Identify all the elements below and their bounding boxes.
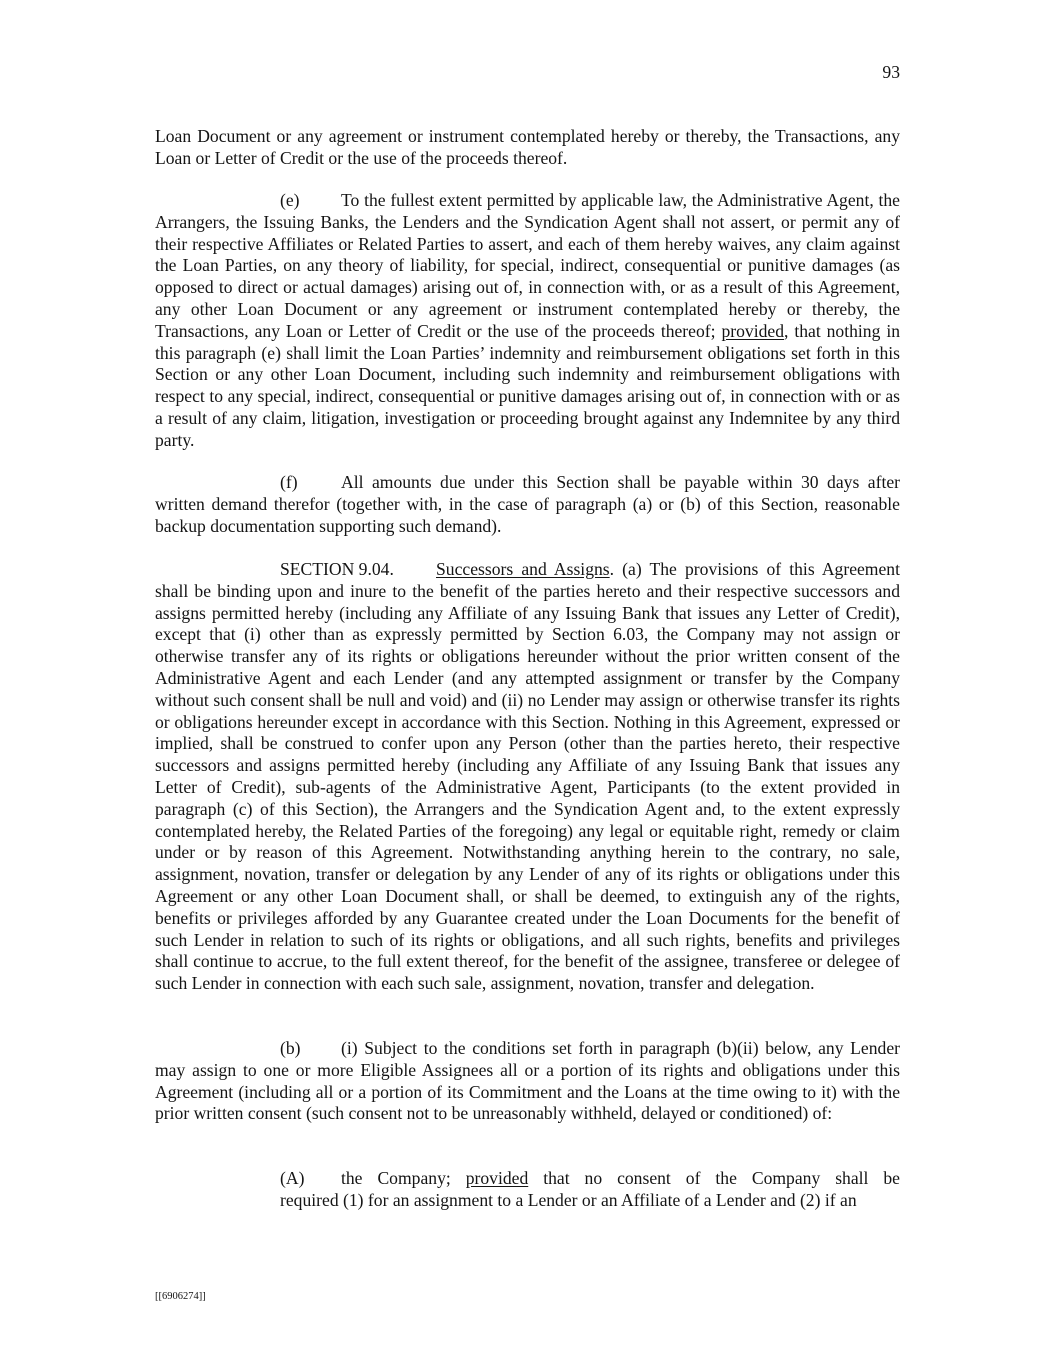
defined-term-provided: provided [721, 320, 784, 341]
page-number: 93 [882, 62, 900, 82]
paragraph-label: (b) [280, 1038, 301, 1058]
paragraph-e [155, 190, 900, 452]
subparagraph-A [280, 1168, 900, 1212]
paragraph-label: (e) [280, 190, 300, 210]
paragraph-text: To the fullest extent permitted by applicable law, the Administrative Agent, the Arrangers, the Issuing Banks, the Lenders and the Syndication Agent shall not assert, or permit any of their respective Affiliates or Related Parties to assert, and each of them hereby waives, any claim against the Loan Parties, on any theory of liability, for special, indirect, consequential or punitive damages (as opposed to direct or actual damages) arising out of, in connection with, or as a result of this Agreement, any other Loan Document or any agreement or instrument contemplated hereby or thereby, the Transactions, any Loan or Letter of Credit or the use of the proceeds thereof; [155, 190, 900, 341]
section-number: SECTION 9.04. [280, 559, 394, 579]
paragraph-b [155, 1038, 900, 1125]
defined-term-provided: provided [465, 1168, 529, 1188]
paragraph-text: (i) Subject to the conditions set forth in paragraph (b)(ii) below, any Lender may assign to one or more Eligible Assignees all or a portion of its rights and obligations under this Agreement (including all or a portion of its Commitment and the Loans at the time owing to it) with the prior written consent (such consent not to be unreasonably withheld, delayed or conditioned) of: [155, 1038, 900, 1124]
section-9-04 [155, 559, 900, 995]
paragraph-text: Loan Document or any agreement or instrument contemplated hereby or thereby, the Transactions, any Loan or Letter of Credit or the use of the proceeds thereof. [155, 126, 900, 168]
paragraph-text: required (1) for an assignment to a Lender or an Affiliate of a Lender and (2) if an [280, 1189, 857, 1210]
paragraph-label: (f) [280, 472, 298, 492]
document-footer-id: [[6906274]] [155, 1291, 206, 1302]
subparagraph-first-line [280, 1168, 900, 1190]
paragraph-text: the Company; [341, 1168, 466, 1188]
paragraph-text: , that nothing in this paragraph (e) shall limit the Loan Parties’ indemnity and reimbursement obligations set forth in this Section or any other Loan Document, including such indemnity and reimbursement obligations with respect to any special, indirect, consequential or punitive damages arising out of, in connection with or as a result of any claim, litigation, investigation or proceeding brought against any Indemnitee by any third party. [155, 320, 901, 450]
section-title: Successors and Assigns [436, 559, 610, 579]
paragraph-continuation [155, 126, 900, 170]
paragraph-text: . (a) The provisions of this Agreement shall be binding upon and inure to the benefit of the parties hereto and their respective successors and assigns permitted hereby (including any Affiliate of any Issuing Bank that issues any Letter of Credit), except that (i) other than as expressly permitted by Section 6.03, the Company may not assign or otherwise transfer any of its rights or obligations hereunder without the prior written consent of the Administrative Agent and each Lender (and any attempted assignment or transfer by the Company without such consent shall be null and void) and (ii) no Lender may assign or otherwise transfer its rights or obligations hereunder except in accordance with this Section. Nothing in this Agreement, expressed or implied, shall be construed to confer upon any Person (other than the parties hereto, their respective successors and assigns permitted hereby (including any Affiliate of any Issuing Bank that issues any Letter of Credit), sub-agents of the Administrative Agent, Participants (to the extent provided in paragraph (c) of this Section), the Arrangers and the Syndication Agent and, to the extent expressly contemplated hereby, the Related Parties of the foregoing) any legal or equitable right, remedy or claim under or by reason of this Agreement. Notwithstanding anything herein to the contrary, no sale, assignment, novation, transfer or delegation by any Lender of any of its rights or obligations under this Agreement or any other Loan Document shall, or shall be deemed, to extinguish any of the rights, benefits or privileges afforded by any Guarantee created under the Loan Documents for the benefit of such Lender in relation to such of its rights or obligations, and all such rights, benefits and privileges shall continue to accrue, to the full extent thereof, for the benefit of the assignee, transferee or delegee of such Lender in connection with each such sale, assignment, novation, transfer and delegation. [155, 559, 900, 994]
paragraph-text: that no consent of the Company shall be [528, 1168, 900, 1188]
paragraph-text: All amounts due under this Section shall be payable within 30 days after written demand therefor (together with, in the case of paragraph (a) or (b) of this Section, reasonable backup documentation supporting such demand). [155, 472, 900, 536]
subparagraph-label: (A) [280, 1168, 305, 1188]
paragraph-f [155, 472, 900, 537]
